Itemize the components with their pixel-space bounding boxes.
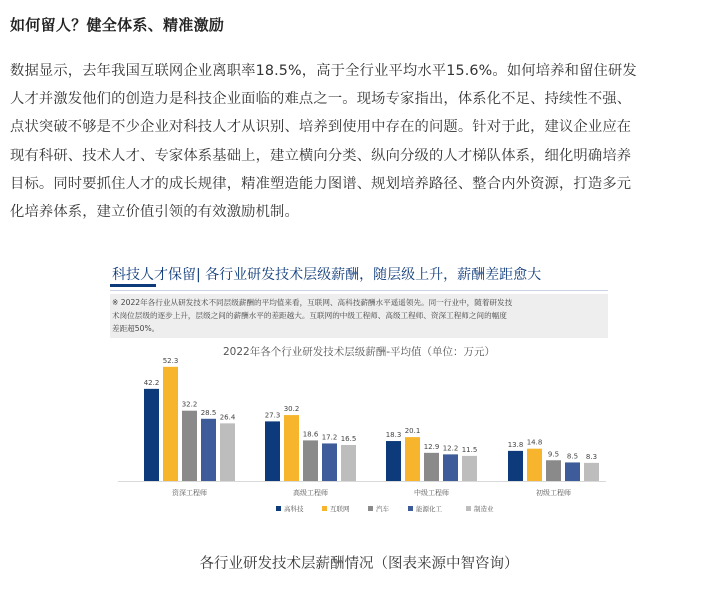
data-label: 20.1: [404, 427, 421, 436]
legend-label: 汽车: [376, 505, 389, 513]
body-paragraph: [10, 57, 710, 226]
x-tick-label: 中级工程师: [414, 489, 449, 497]
note-line: 术岗位层级的逐步上升，层级之间的薪酬水平的差距越大。互联网的中级工程师、高级工程师、资深工程师之间的幅度: [112, 311, 507, 320]
data-label: 13.8: [507, 440, 524, 449]
data-label: 12.9: [423, 442, 440, 451]
bar: [508, 451, 523, 481]
bar: [303, 440, 318, 481]
paragraph-line: 目标。同时要抓住人才的成长规律，精准塑造能力图谱、规划培养路径、整合内外资源，打造多元: [10, 175, 632, 192]
bar: [462, 456, 477, 481]
legend-swatch: [408, 506, 413, 511]
data-label: 18.3: [385, 431, 402, 440]
x-tick-label: 资深工程师: [172, 489, 207, 497]
bar-chart: [110, 258, 608, 522]
data-label: 14.8: [526, 438, 543, 447]
data-label: 11.5: [461, 445, 478, 454]
bar: [220, 423, 235, 481]
chart-header-title: 科技人才保留| 各行业研发技术层级薪酬，随层级上升，薪酬差距愈大: [112, 267, 542, 283]
bar: [265, 421, 280, 481]
legend-label: 互联网: [330, 505, 350, 513]
data-label: 8.3: [585, 452, 598, 461]
data-label: 16.5: [340, 434, 357, 443]
legend-swatch: [322, 506, 327, 511]
data-label: 17.2: [321, 433, 338, 442]
bar: [163, 367, 178, 481]
paragraph-line: 现有科研、技术人才、专家体系基础上，建立横向分类、纵向分级的人才梯队体系，细化明确培养: [10, 147, 632, 164]
bar: [341, 445, 356, 481]
paragraph-line: 人才并激发他们的创造力是科技企业面临的难点之一。现场专家指出，体系化不足、持续性不强、: [10, 91, 632, 108]
chart-figure: [110, 258, 608, 522]
bar: [144, 389, 159, 481]
data-label: 26.4: [219, 413, 236, 422]
bar: [584, 463, 599, 481]
data-label: 18.6: [302, 430, 319, 439]
data-label: 28.5: [200, 408, 217, 417]
bar: [201, 419, 216, 481]
bar: [405, 437, 420, 481]
bar: [565, 462, 580, 481]
bar: [322, 443, 337, 481]
legend-label: 能源化工: [416, 505, 442, 513]
bar: [386, 441, 401, 481]
figure-caption: 各行业研发技术层薪酬情况（图表来源中智咨询）: [199, 556, 519, 572]
data-label: 42.2: [143, 378, 160, 387]
paragraph-line: 化培养体系，建立价值引领的有效激励机制。: [10, 204, 299, 221]
data-label: 27.3: [264, 411, 281, 420]
bar: [284, 415, 299, 481]
bar: [182, 411, 197, 481]
x-tick-label: 初级工程师: [536, 489, 571, 497]
paragraph-line: 数据显示，去年我国互联网企业离职率18.5%，高于全行业平均水平15.6%。如何培养和留住研发: [10, 63, 637, 79]
data-label: 32.2: [181, 400, 198, 409]
note-line: 差距超50%。: [112, 324, 160, 333]
data-label: 30.2: [283, 405, 300, 414]
section-heading: 如何留人？健全体系、精准激励: [10, 16, 225, 34]
legend-swatch: [466, 506, 471, 511]
note-line: ※ 2022年各行业从研发技术不同层级薪酬的平均值来看，互联网、高科技薪酬水平遥遥领先。同一行业中，随着研发技: [112, 298, 513, 307]
data-label: 12.2: [442, 444, 459, 453]
bar: [443, 454, 458, 481]
legend-swatch: [276, 506, 281, 511]
bar: [527, 449, 542, 481]
bar: [424, 453, 439, 481]
data-label: 52.3: [162, 356, 179, 365]
plot-title: 2022年各个行业研发技术层级薪酬-平均值（单位：万元）: [222, 346, 495, 358]
bar: [546, 460, 561, 481]
legend-label: 制造业: [474, 505, 494, 513]
data-label: 8.5: [566, 452, 579, 461]
x-tick-label: 高级工程师: [293, 489, 328, 497]
legend-label: 高科技: [284, 505, 304, 513]
paragraph-line: 点状突破不够是不少企业对科技人才从识别、培养到使用中存在的问题。针对于此，建议企业应在: [10, 119, 632, 136]
legend-swatch: [368, 506, 373, 511]
data-label: 9.5: [547, 450, 560, 459]
